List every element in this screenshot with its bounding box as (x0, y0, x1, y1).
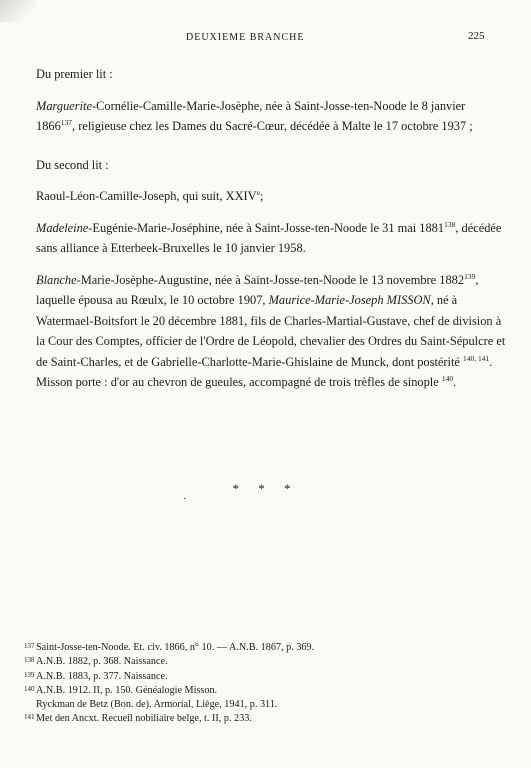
section-heading-second-marriage: Du second lit : (36, 157, 109, 172)
footnote: 141 Met den Ancxt. Recueil nobiliaire belge, t. II, p. 233. (24, 713, 252, 725)
page-header (0, 30, 531, 46)
footnote-continuation: Ryckman de Betz (Bon. de). Armorial, Liège, 1941, p. 311. (36, 698, 278, 710)
coat-of-arms: Misson porte : d'or au chevron de gueules, accompagné de trois trèfles de sinople $^{140}$. (36, 373, 457, 389)
page-number: 225 (468, 30, 485, 42)
running-title: DEUXIEME BRANCHE (186, 32, 305, 43)
scan-smudge (0, 0, 36, 22)
entry-marguerite: Marguerite-Cornélie-Camille-Marie-Josèphe, née à Saint-Josse-ten-Noode le 8 janvier 1866$^{137}$, religieuse chez les Dames du Sacré-Cœur, décédée à Malte le 17 octobre 1937 ; (36, 98, 473, 133)
footnote-number: 141 (24, 713, 35, 722)
spouse-name: Maurice-Marie-Joseph (268, 293, 387, 307)
footnote-ref: 139 (464, 271, 476, 281)
footnote-number: 138 (24, 656, 35, 665)
footnote-number: 139 (24, 670, 35, 679)
footnote: 140 A.N.B. 1912. II, p. 150. Généalogie Misson. (24, 685, 218, 697)
footnote: 139 A.N.B. 1883, p. 377. Naissance. (24, 670, 168, 682)
generation-suffix: e (256, 187, 260, 197)
footnote-number: 140 (24, 685, 35, 694)
given-name: Madeleine (36, 220, 89, 235)
footnote-ref: 137 (60, 117, 73, 127)
footnote: 137 Saint-Josse-ten-Noode. Et. civ. 1866, n° 10. — A.N.B. 1867, p. 369. (24, 642, 315, 653)
footnote-number: 137 (24, 642, 35, 650)
footnote: 138 A.N.B. 1882, p. 368. Naissance. (24, 656, 168, 668)
footnotes (24, 640, 504, 725)
body-text (36, 64, 506, 393)
entry-blanche: Blanche-Marie-Josèphe-Augustine, née à Saint-Josse-ten-Noode le 13 novembre 1882$^{139}$, laquelle épousa au Rœulx, le 10 octobre 1907, Maurice-Marie-Joseph MISSON, né à Watermael-Boitsfort le 20 décembre 1881, fils de Charles-Martial-Gustave, chef de division à la Cour des Comptes, officier de l'Ordre de Léopold, chevalier des Ordres du Saint-Sépulcre et de Saint-Charles, et de Gabrielle-Charlotte-Marie-Ghislaine de Munck, dont postérité $^{140, 141}$. (36, 271, 506, 369)
given-name: Blanche (36, 272, 77, 287)
stray-mark: · (183, 493, 187, 505)
footnote-ref: 138 (444, 219, 456, 229)
footnote-ref: 140 (441, 373, 454, 383)
section-heading-first-marriage: Du premier lit : (36, 67, 113, 81)
footnote-ref: 140, 141 (463, 353, 490, 363)
given-name: Marguerite (36, 98, 92, 113)
spouse-surname: MISSON (386, 293, 431, 307)
section-separator: * * * (232, 481, 299, 496)
entry-raoul: Raoul-Léon-Camille-Joseph, qui suit, XXIVe; (36, 187, 264, 203)
entry-madeleine: Madeleine-Eugénie-Marie-Joséphine, née à Saint-Josse-ten-Noode le 31 mai 1881$^{138}$, décédée sans alliance à Etterbeek-Bruxelles le 10 janvier 1958. (36, 219, 502, 255)
